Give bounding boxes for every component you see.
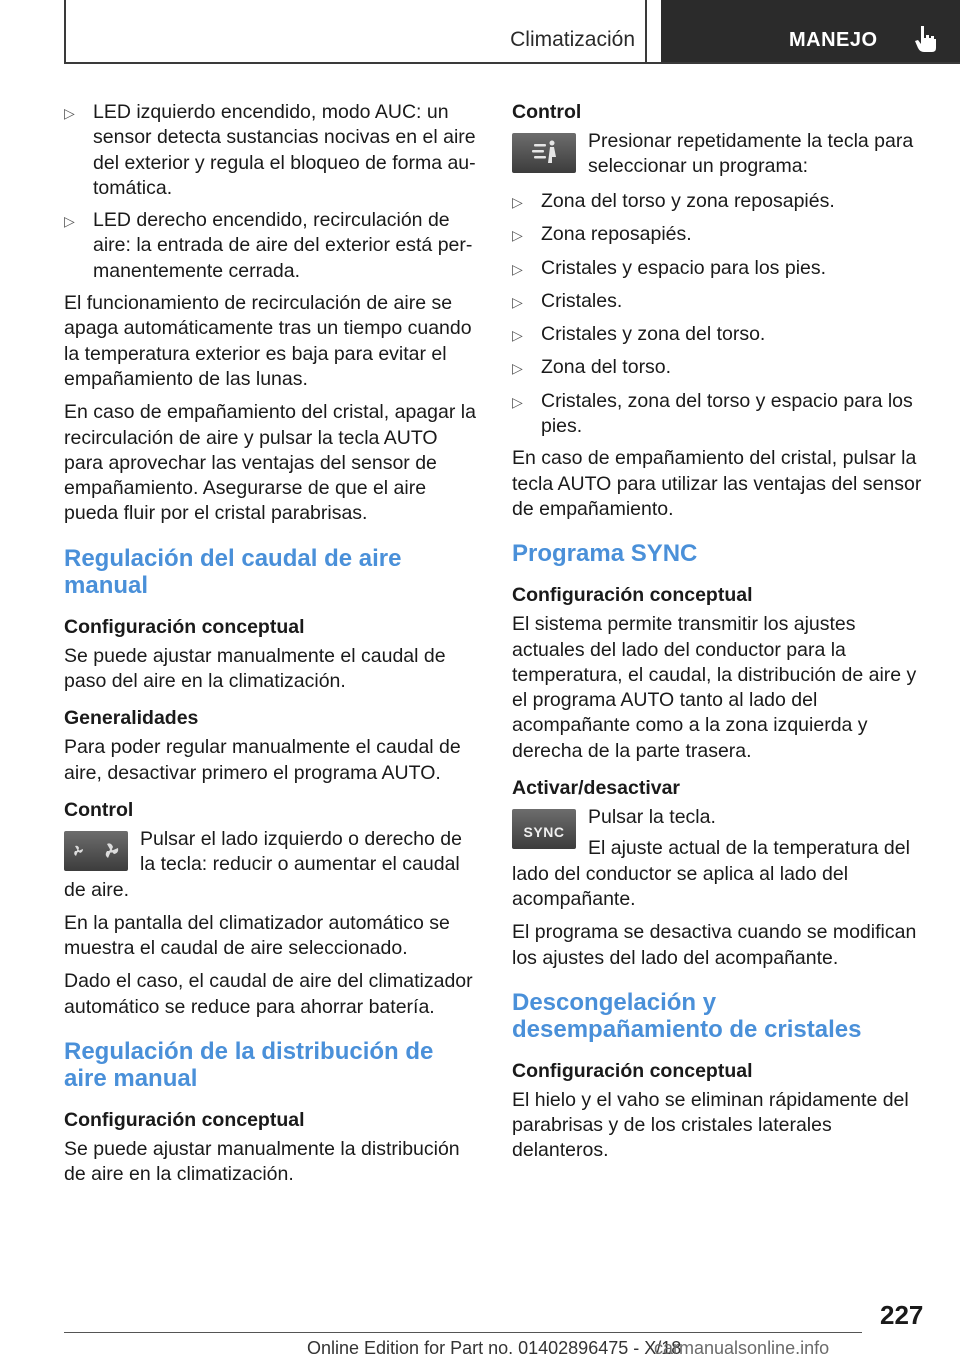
- page-number: 227: [880, 1300, 924, 1330]
- bullet-triangle-icon: ▷: [512, 227, 523, 244]
- air-distribution-button-image: [512, 133, 576, 173]
- air-distribution-icon: [512, 133, 576, 173]
- header-chapter-tab: [661, 0, 960, 64]
- list-item: ▷ Cristales, zona del torso y espacio para los pies.: [512, 389, 928, 440]
- subheading: Configuración conceptual: [512, 1059, 753, 1082]
- edition-note: Online Edition for Part no. 01402896475 - X/18: [307, 1338, 682, 1358]
- bullet-triangle-icon: ▷: [512, 393, 523, 410]
- section-title: Climatización: [510, 28, 635, 51]
- paragraph: El programa se desactiva cuando se modifican los ajustes del lado del acompañante.: [512, 921, 917, 969]
- paragraph: Se puede ajustar manualmente el caudal de paso del aire en la climatización.: [64, 644, 446, 693]
- paragraph: En caso de empañamiento del cristal, apagar la recirculación de aire y pulsar la tecla AUTO para aprovechar las ventajas del sensor de empañamiento. Asegurarse de que el aire pueda fluir por el cristal parabrisas.: [64, 401, 476, 525]
- paragraph: El funcionamiento de recirculación de aire se apaga automáticamente tras un tiempo cuando la temperatura exterior es baja para evitar el empañamiento de las lunas.: [64, 292, 472, 390]
- bullet-triangle-icon: ▷: [512, 260, 523, 277]
- bullet-triangle-icon: ▷: [512, 293, 523, 310]
- list-item: ▷ Cristales y espacio para los pies.: [512, 256, 928, 282]
- bullet-triangle-icon: ▷: [64, 105, 75, 121]
- subheading: Control: [512, 101, 582, 123]
- fan-icon: [64, 831, 128, 871]
- fan-button-image: [64, 831, 128, 871]
- paragraph: En caso de empañamiento del cristal, pulsar la tecla AUTO para utilizar las ventajas del sensor de empañamiento.: [512, 447, 922, 520]
- heading-air-distribution: Regulación de la distribución de aire manual: [64, 1038, 434, 1093]
- control-block: [512, 805, 928, 912]
- sync-key-label: SYNC: [523, 824, 565, 841]
- footer-rule: [64, 1332, 862, 1333]
- paragraph: Pulsar el lado izquierdo o derecho de la tecla: reducir o aumentar el caudal de aire.: [64, 827, 462, 901]
- bullet-triangle-icon: ▷: [512, 327, 523, 344]
- control-block: [64, 827, 480, 903]
- bullet-triangle-icon: ▷: [512, 194, 523, 210]
- watermark: carmanualsonline.info: [654, 1338, 830, 1358]
- paragraph: Se puede ajustar manualmente la distribución de aire en la climatización.: [64, 1138, 460, 1186]
- list-item: ▷ Cristales.: [512, 289, 928, 315]
- paragraph: Dado el caso, el caudal de aire del climatizador automático se reduce para ahorrar batería.: [64, 970, 473, 1018]
- subheading: Configuración conceptual: [64, 615, 305, 638]
- heading-air-flow: Regulación del caudal de aire manual: [64, 544, 402, 599]
- list-item: ▷ Zona del torso.: [512, 355, 928, 381]
- control-block: [512, 129, 928, 181]
- heading-sync: Programa SYNC: [512, 540, 698, 568]
- paragraph: En la pantalla del climatizador automático se muestra el caudal de aire seleccionado.: [64, 911, 450, 960]
- subheading: Control: [64, 798, 134, 821]
- sync-button-image: [512, 809, 576, 849]
- list-item: ▷ Cristales y zona del torso.: [512, 322, 928, 348]
- paragraph: El hielo y el vaho se eliminan rápidamente del parabrisas y de los cristales laterales delanteros.: [512, 1088, 909, 1162]
- header-rule: [64, 62, 960, 64]
- header-section-tab: [64, 0, 647, 62]
- paragraph: Para poder regular manualmente el caudal de aire, desactivar primero el programa AUTO.: [64, 736, 461, 784]
- pointing-hand-icon: [913, 24, 939, 54]
- subheading: Configuración conceptual: [512, 584, 753, 607]
- heading-defrost: Descongelación y desempañamiento de cristales: [512, 988, 862, 1043]
- list-item: ▷ Zona reposapiés.: [512, 222, 928, 248]
- subheading: Activar/desactivar: [512, 777, 681, 800]
- bullet-triangle-icon: ▷: [512, 360, 523, 377]
- paragraph: Presionar repetidamente la tecla para seleccionar un programa:: [588, 130, 914, 178]
- paragraph: El ajuste actual de la temperatura del lado del conductor se aplica al lado del acompañante.: [512, 837, 910, 910]
- paragraph: El sistema permite transmitir los ajustes actuales del lado del conductor para la temperatura, el caudal, la distribución de aire y el programa AUTO tanto al lado del acompañante como a la zona izquierda y derecha de la parte trasera.: [512, 613, 917, 762]
- left-column: [64, 100, 480, 1196]
- list-item: ▷ LED izquierdo encendido, modo AUC: un sensor detecta sustancias nocivas en el aire del exterior y regula el bloqueo de forma automática.: [64, 100, 480, 201]
- right-column: [512, 100, 928, 1172]
- subheading: Generalidades: [64, 707, 199, 730]
- bullet-triangle-icon: ▷: [64, 213, 75, 230]
- subheading: Configuración conceptual: [64, 1109, 305, 1132]
- chapter-title: MANEJO: [789, 29, 878, 51]
- list-item: ▷ LED derecho encendido, recirculación de aire: la entrada de aire del exterior está permanentemente cerrada.: [64, 208, 480, 284]
- paragraph: Pulsar la tecla.: [588, 806, 716, 829]
- list-item: ▷ Zona del torso y zona reposapiés.: [512, 189, 928, 215]
